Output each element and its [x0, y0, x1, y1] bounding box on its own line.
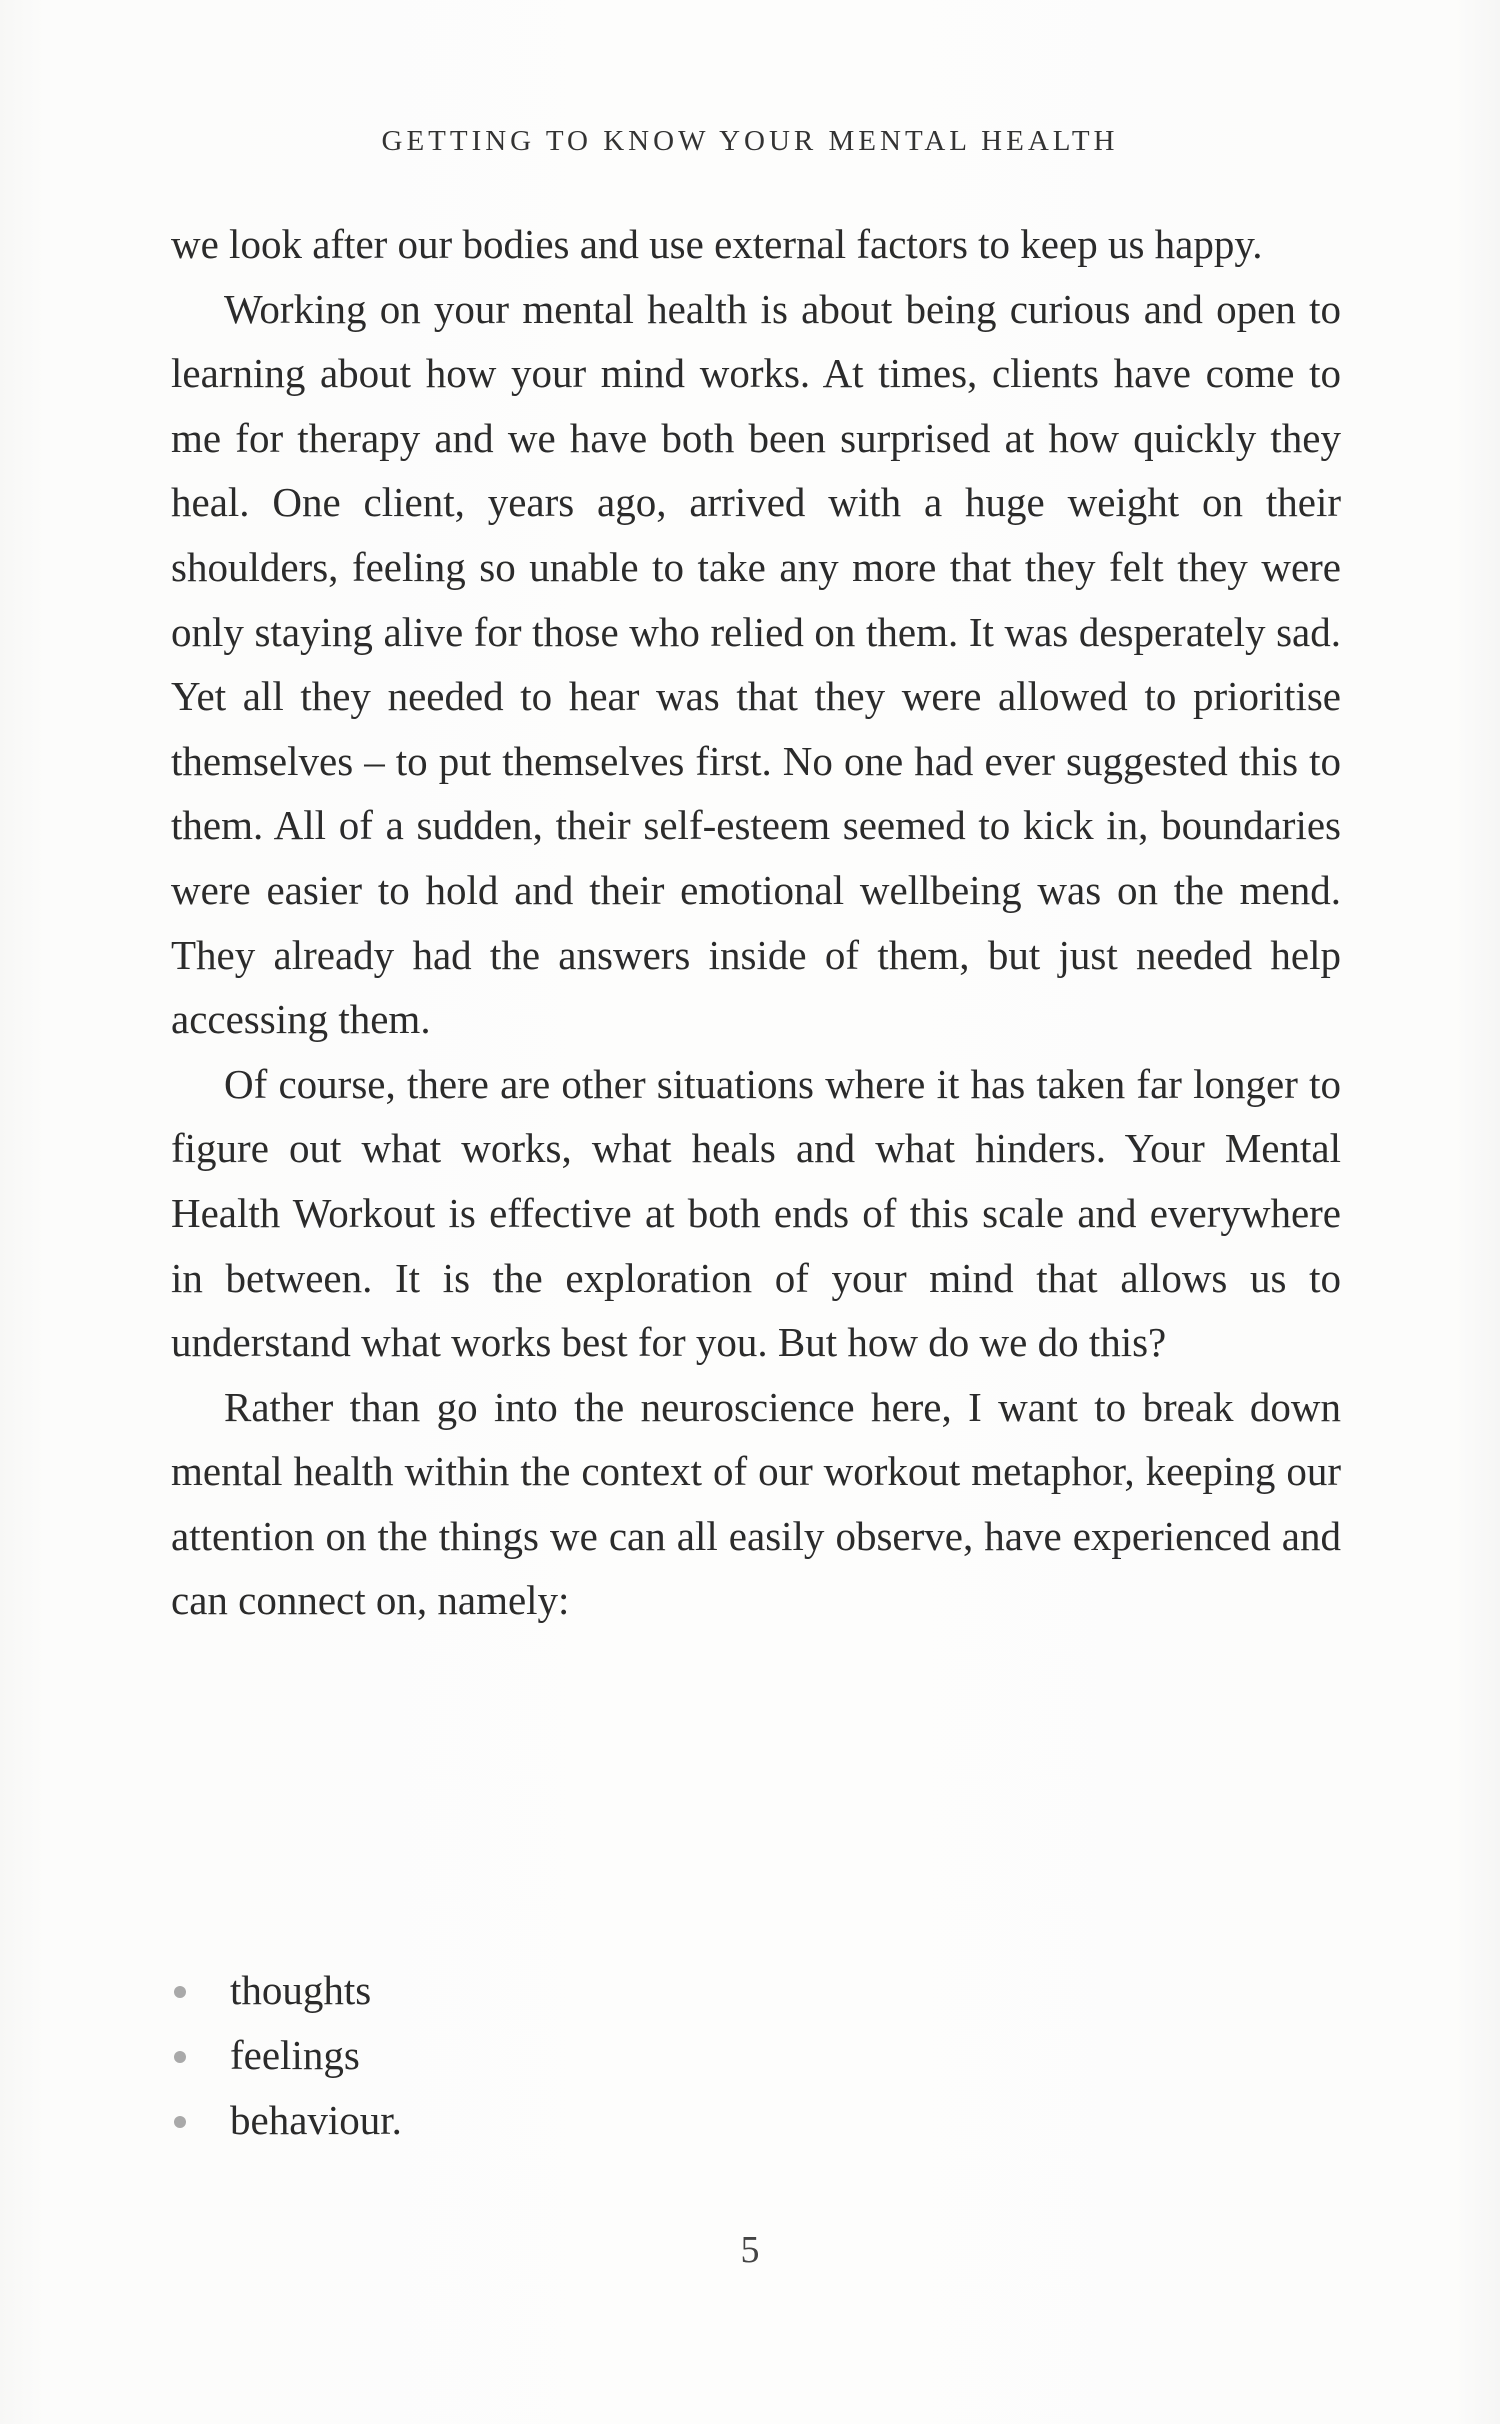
paragraph-client-story: Working on your mental health is about being curious and open to learning about how your mind works. At times, clients have come to me for therapy and we have both been surprised at how quickly they heal. One client, years ago, arrived with a huge weight on their shoulders, feeling so unable to take any more that they felt they were only staying alive for those who relied on them. It was desperately sad. Yet all they needed to hear was that they were allowed to prioritise themselves – to put themselves first. No one had ever suggested this to them. All of a sudden, their self-esteem seemed to kick in, boundaries were easier to hold and their emotional wellbeing was on the mend. They already had the answers inside of them, but just needed help accessing them.: [171, 285, 1341, 1043]
bullet-dot-icon: [174, 2116, 186, 2128]
bullet-list: [171, 1958, 971, 2153]
paragraph-other-situations: Of course, there are other situations where it has taken far longer to figure out what works, what heals and what hinders. Your Mental Health Workout is effective at both ends of this scale and everywhere in between. It is the exploration of your mind that allows us to understand what works best for you. But how do we do this?: [171, 1060, 1341, 1366]
paragraph-workout-metaphor: Rather than go into the neuroscience here, I want to break down mental health within the context of our workout metaphor, keeping our attention on the things we can all easily observe, have experienced and can connect on, namely:: [171, 1383, 1341, 1624]
bullet-dot-icon: [174, 2051, 186, 2063]
body-text: [171, 212, 1341, 1633]
bullet-dot-icon: [174, 1986, 186, 1998]
list-item: [171, 2088, 971, 2153]
running-head: GETTING TO KNOW YOUR MENTAL HEALTH: [381, 125, 1119, 157]
paragraph-continuation: we look after our bodies and use external factors to keep us happy.: [171, 221, 1263, 267]
list-item: [171, 1958, 971, 2023]
list-item-text: thoughts: [230, 1967, 372, 2013]
list-item: [171, 2023, 971, 2088]
page-number: 5: [740, 2229, 760, 2271]
list-item-text: behaviour.: [230, 2097, 402, 2143]
list-item-text: feelings: [230, 2032, 360, 2078]
